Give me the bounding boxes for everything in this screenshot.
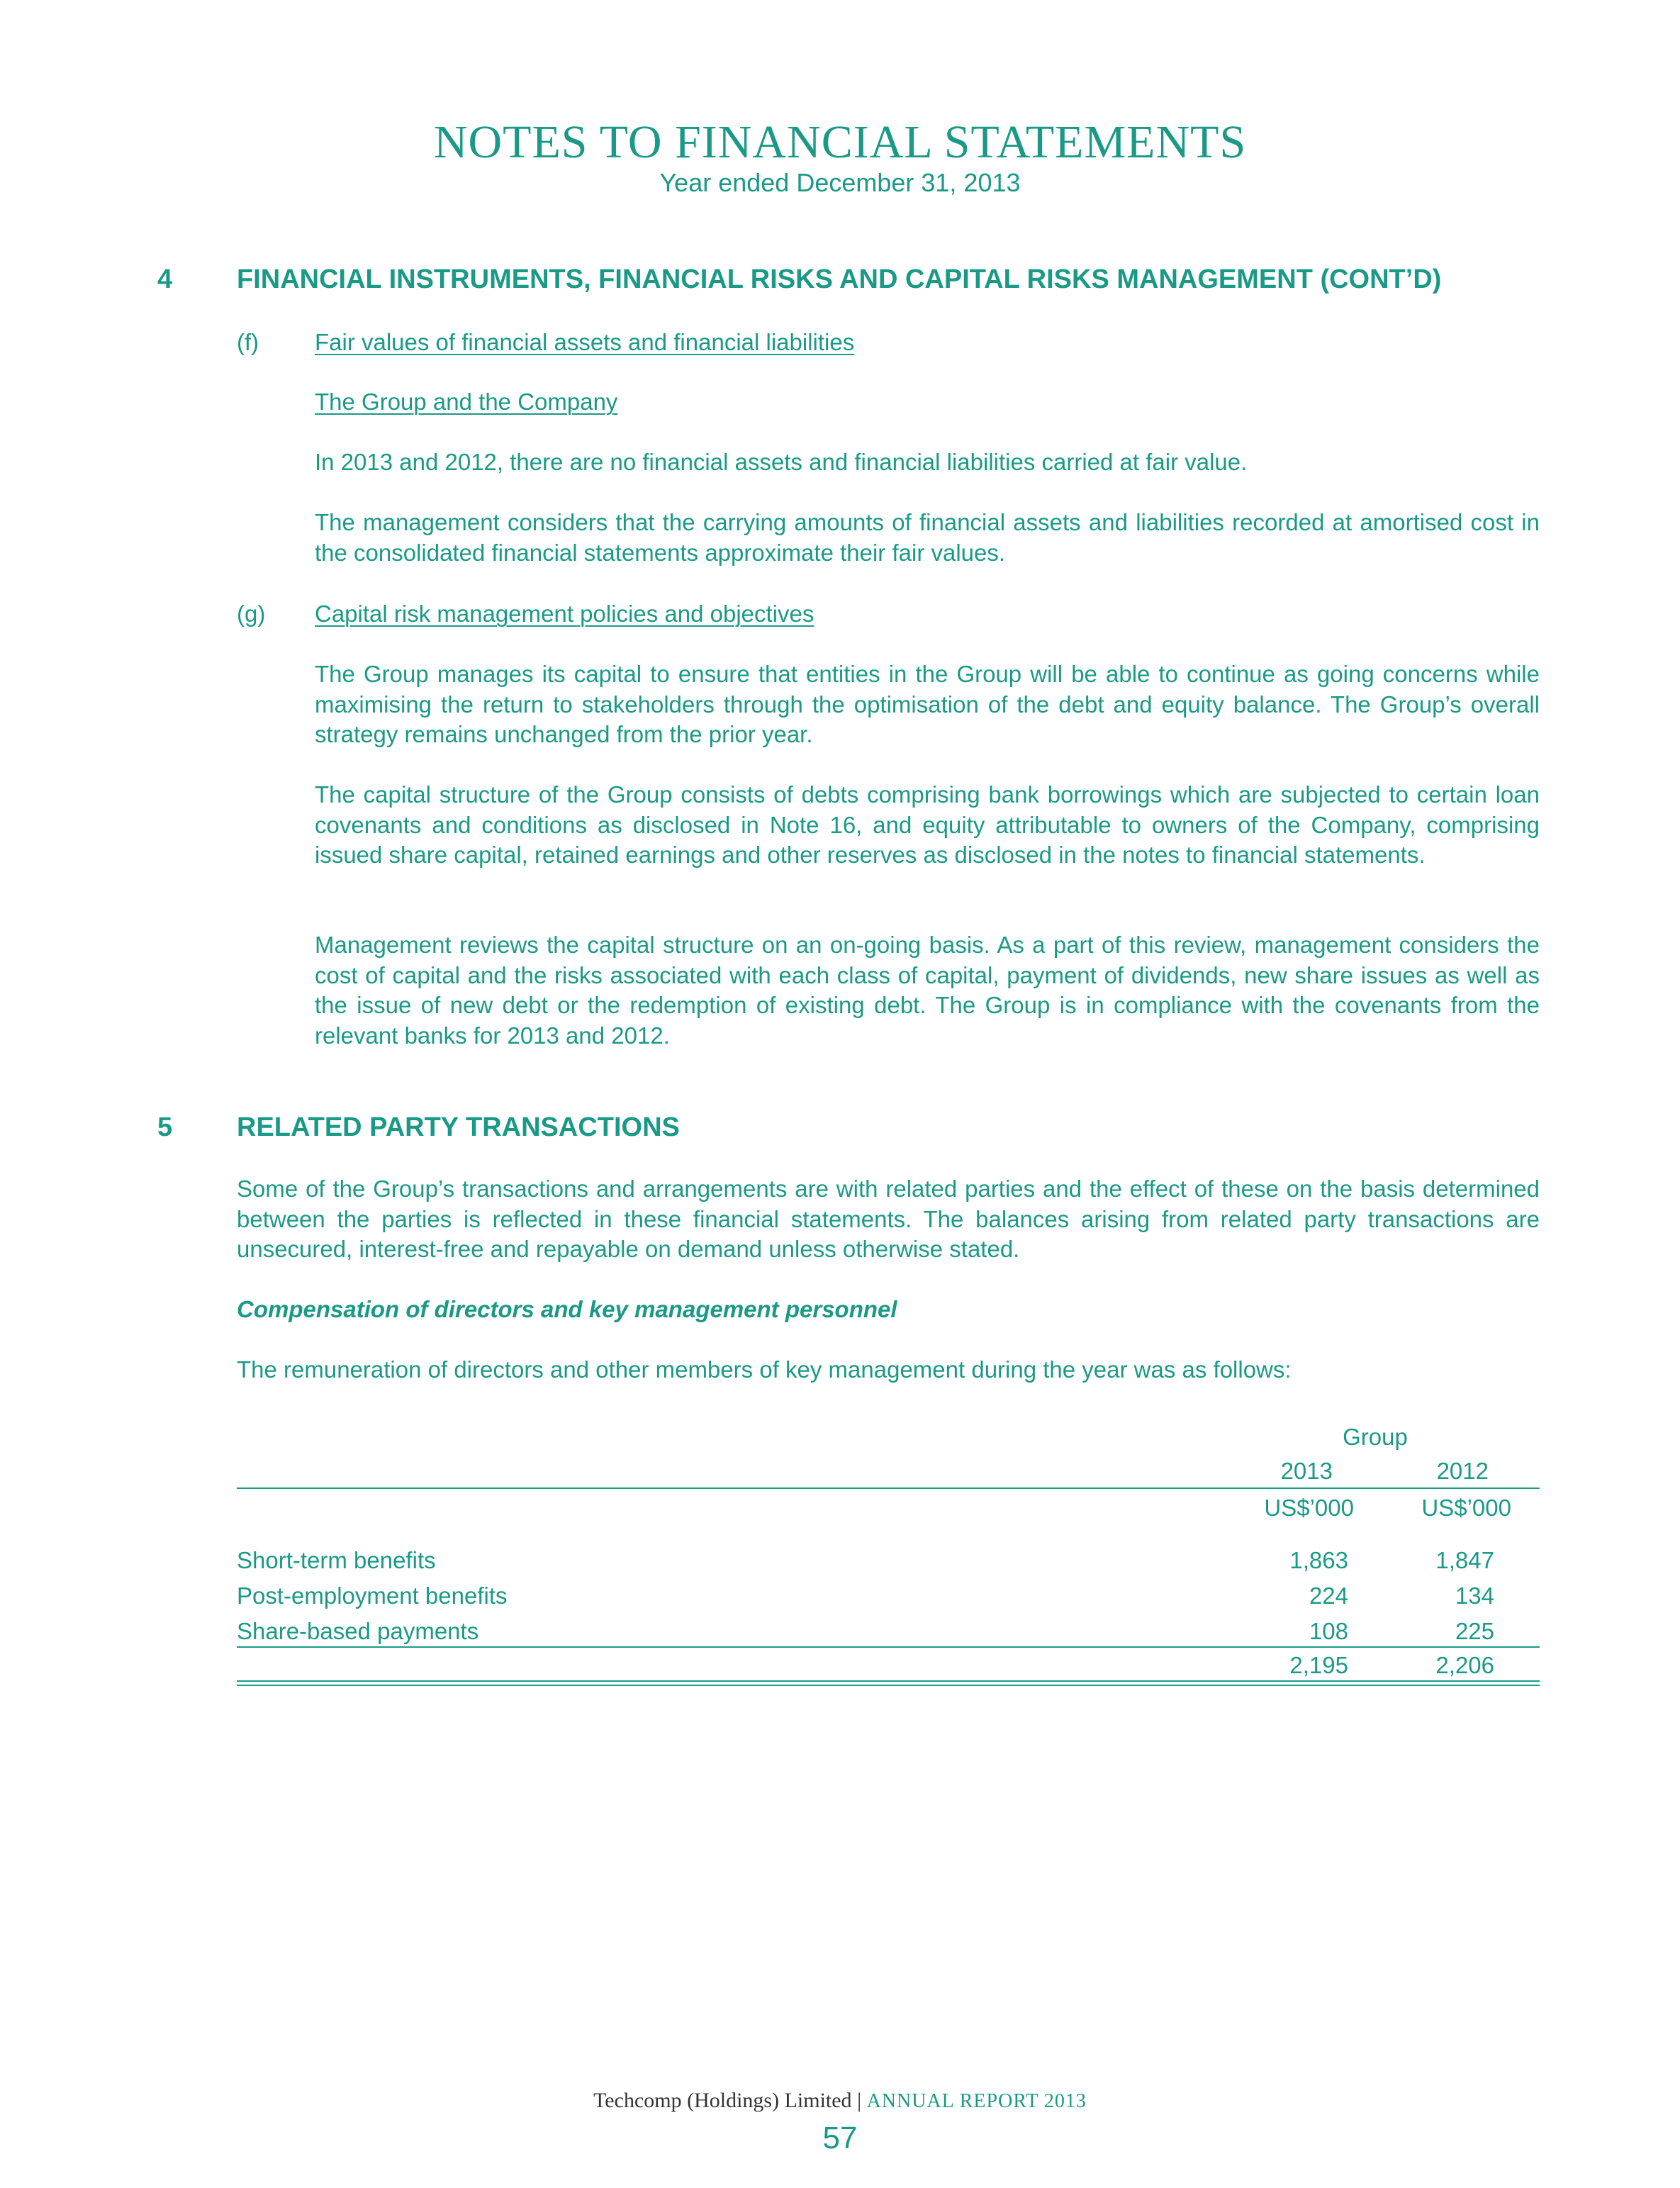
table-header-rule [237, 1487, 1540, 1489]
row-value-2013: 1,863 [1289, 1547, 1348, 1573]
row-label: Share-based payments [237, 1618, 479, 1644]
section-4-number: 4 [157, 264, 173, 294]
footer-company: Techcomp (Holdings) Limited [593, 2089, 852, 2112]
row-value-2012: 1,847 [1435, 1547, 1494, 1573]
subsection-f-paragraph-2: The management considers that the carrying amounts of financial assets and liabilities recorded at amortised cost in the consolidated financial statements approximate their fair values. [315, 509, 1540, 566]
table-year-2013: 2013 [1280, 1458, 1333, 1484]
subsection-g-heading: Capital risk management policies and objectives [315, 601, 814, 627]
subsection-f-subheading: The Group and the Company [315, 389, 618, 415]
table-year-2012: 2012 [1436, 1458, 1489, 1484]
total-value-2013: 2,195 [1289, 1652, 1348, 1678]
page-number: 57 [822, 2121, 858, 2155]
table-total-double-rule-1 [237, 1680, 1540, 1682]
footer-report-line [0, 2088, 1680, 2114]
section-4-heading: FINANCIAL INSTRUMENTS, FINANCIAL RISKS AND CAPITAL RISKS MANAGEMENT (CONT’D) [237, 264, 1442, 294]
table-unit-2012: US$’000 [1421, 1495, 1511, 1521]
subsection-f-paragraph-1: In 2013 and 2012, there are no financial assets and financial liabilities carried at fair value. [315, 449, 1248, 475]
row-value-2013: 108 [1309, 1618, 1348, 1644]
row-value-2012: 134 [1455, 1583, 1494, 1609]
row-value-2012: 225 [1455, 1618, 1494, 1644]
compensation-heading: Compensation of directors and key management personnel [237, 1296, 897, 1322]
table-row [237, 1546, 1540, 1575]
subsection-g-label: (g) [237, 601, 266, 627]
subsection-f-heading: Fair values of financial assets and financial liabilities [315, 329, 855, 355]
page-subtitle: Year ended December 31, 2013 [659, 168, 1021, 197]
subsection-f-label: (f) [237, 329, 259, 355]
section-5-heading: RELATED PARTY TRANSACTIONS [237, 1112, 680, 1142]
section-5-paragraph-1: Some of the Group’s transactions and arrangements are with related parties and the effect of these on the basis determined between the parties is reflected in these financial statements. The balances arising from related party transactions are unsecured, interest-free and repayable on demand unless otherwise stated. [237, 1176, 1540, 1262]
footer-separator: | [857, 2089, 862, 2112]
table-row [237, 1581, 1540, 1611]
table-total-double-rule-2 [237, 1685, 1540, 1686]
table-unit-2013: US$’000 [1264, 1495, 1354, 1521]
subsection-g-paragraph-1: The Group manages its capital to ensure that entities in the Group will be able to continue as going concerns while maximising the return to stakeholders through the optimisation of the debt and equity balance. The Group’s overall strategy remains unchanged from the prior year. [315, 661, 1540, 747]
section-5-paragraph-2: The remuneration of directors and other members of key management during the year was as follows: [237, 1356, 1292, 1383]
section-5-number: 5 [157, 1112, 173, 1142]
row-label: Post-employment benefits [237, 1583, 508, 1609]
footer-report-title: ANNUAL REPORT 2013 [866, 2090, 1087, 2112]
page-title: NOTES TO FINANCIAL STATEMENTS [433, 116, 1247, 168]
subsection-g-paragraph-3: Management reviews the capital structure on an on-going basis. As a part of this review, management considers the cost of capital and the risks associated with each class of capital, payment of dividends, new share issues as well as the issue of new debt or the redemption of existing debt. The Group is in compliance with the covenants from the relevant banks for 2013 and 2012. [315, 932, 1540, 1049]
row-label: Short-term benefits [237, 1547, 436, 1573]
table-row [237, 1617, 1540, 1646]
row-value-2013: 224 [1309, 1583, 1348, 1609]
subsection-g-paragraph-2: The capital structure of the Group consists of debts comprising bank borrowings which are subjected to certain loan covenants and conditions as disclosed in Note 16, and equity attributable to owners of the Company, comprising issued share capital, retained earnings and other reserves as disclosed in the notes to financial statements. [315, 781, 1540, 868]
table-subtotal-rule [237, 1646, 1540, 1648]
table-group-header: Group [1343, 1424, 1408, 1450]
table-total-row [237, 1651, 1540, 1680]
total-value-2012: 2,206 [1435, 1652, 1494, 1678]
